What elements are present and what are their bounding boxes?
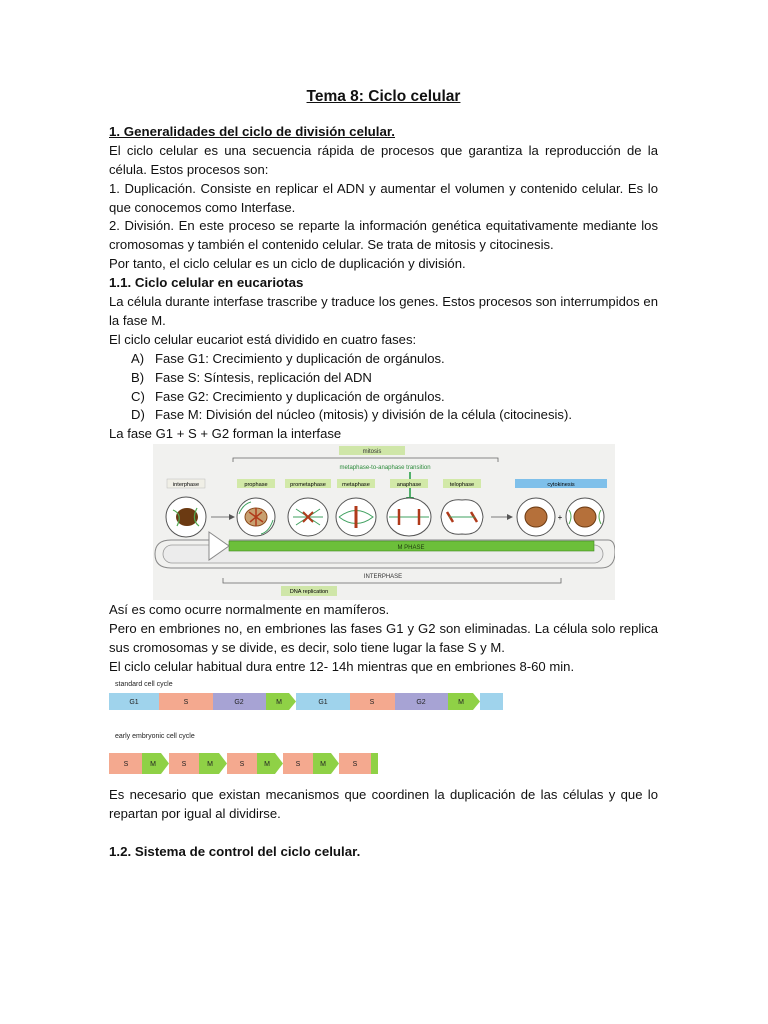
cycle-comparison-diagram (109, 676, 509, 778)
paragraph-interfase: La célula durante interfase trascribe y traduce los genes. Estos procesos son interrumpidos en la fase M. (109, 294, 658, 328)
list-label: A) (131, 351, 145, 366)
stage-label: prophase (244, 482, 268, 488)
paragraph-duracion: El ciclo celular habitual dura entre 12- 14h mientras que en embriones 8-60 min. (109, 659, 575, 674)
standard-cycle-label: standard cell cycle (115, 681, 173, 688)
segment-label: S (239, 761, 245, 768)
list-item (131, 369, 372, 388)
mitosis-bracket (233, 458, 498, 462)
segment-label: S (183, 699, 189, 706)
list-item (131, 388, 445, 407)
segment-label: M (150, 761, 156, 768)
segment-tail (371, 753, 378, 774)
paragraph-interfase-def: La fase G1 + S + G2 forman la interfase (109, 426, 342, 441)
segment-label: M (320, 761, 326, 768)
list-text: Fase G2: Crecimiento y duplicación de orgánulos. (155, 389, 445, 404)
svg-text:+: + (557, 513, 563, 522)
segment-m (313, 753, 339, 774)
segment-label: M (458, 699, 464, 706)
stage-labels (167, 479, 607, 488)
early-cycle-label: early embryonic cell cycle (115, 733, 195, 740)
dna-replication-label: DNA replication (289, 589, 329, 595)
paragraph-division: 2. División. En este proceso se reparte la información genética equitativamente mediante los cromosomas y también el contenido celular. Se trata de mitosis y citocinesis. (109, 218, 658, 252)
segment-label: S (369, 699, 375, 706)
segment-label: G2 (416, 699, 426, 706)
segment-label: M (207, 761, 213, 768)
segment-label: S (181, 761, 187, 768)
list-label: C) (131, 389, 145, 404)
transition-label: metaphase-to-anaphase transition (339, 465, 431, 471)
paragraph-embriones: Pero en embriones no, en embriones las fases G1 y G2 son eliminadas. La célula solo replica sus cromosomas y se divide, es decir, solo tiene lugar la fase S y M. (109, 621, 658, 655)
segment-label: G1 (318, 699, 328, 706)
list-text: Fase G1: Crecimiento y duplicación de orgánulos. (155, 351, 445, 366)
cells (166, 497, 604, 537)
paragraph-duplicacion: 1. Duplicación. Consiste en replicar el ADN y aumentar el volumen y contenido celular. Es lo que conocemos como Interfase. (109, 181, 658, 215)
segment-m (448, 693, 480, 710)
segment-m (257, 753, 283, 774)
paragraph-mamiferos: Así es como ocurre normalmente en mamíferos. (109, 602, 390, 617)
list-label: D) (131, 407, 145, 422)
segment-label: M (276, 699, 282, 706)
paragraph-mecanismos: Es necesario que existan mecanismos que coordinen la duplicación de las células y que lo repartan por igual al dividirse. (109, 787, 658, 821)
list-text: Fase S: Síntesis, replicación del ADN (155, 370, 372, 385)
list-label: B) (131, 370, 145, 385)
paragraph-fases-intro: El ciclo celular eucariot está dividido en cuatro fases: (109, 332, 417, 347)
paragraph-conclusion: Por tanto, el ciclo celular es un ciclo de duplicación y división. (109, 256, 466, 271)
interphase-label: INTERPHASE (363, 574, 403, 580)
m-phase-label: M PHASE (397, 545, 425, 551)
paragraph-intro: El ciclo celular es una secuencia rápida de procesos que garantiza la reproducción de la célula. Estos procesos son: (109, 143, 658, 177)
section-heading-1: 1. Generalidades del ciclo de división celular. (109, 124, 395, 139)
stage-label: cytokinesis (547, 482, 575, 488)
page-title: Tema 8: Ciclo celular (306, 88, 461, 105)
section-heading-1-1: 1.1. Ciclo celular en eucariotas (109, 275, 304, 290)
cycle-comparison-figure (109, 676, 509, 778)
segment-tail (480, 693, 503, 710)
stage-label: metaphase (342, 482, 370, 488)
cell-cycle-diagram (153, 444, 615, 600)
stage-label: prometaphase (290, 482, 326, 488)
segment-label: S (352, 761, 358, 768)
mitosis-label: mitosis (362, 449, 382, 455)
segment-label: S (295, 761, 301, 768)
segment-label: M (264, 761, 270, 768)
list-text: Fase M: División del núcleo (mitosis) y división de la célula (citocinesis). (155, 407, 572, 422)
segment-label: S (123, 761, 129, 768)
stage-label: anaphase (396, 482, 422, 488)
stage-label: interphase (172, 482, 200, 488)
section-heading-1-2: 1.2. Sistema de control del ciclo celular. (109, 844, 361, 859)
list-item (131, 406, 572, 425)
list-item (131, 350, 445, 369)
segment-label: G1 (129, 699, 139, 706)
segment-label: G2 (234, 699, 244, 706)
cell-cycle-figure (153, 444, 615, 600)
segment-m (199, 753, 227, 774)
stage-label: telophase (449, 482, 475, 488)
